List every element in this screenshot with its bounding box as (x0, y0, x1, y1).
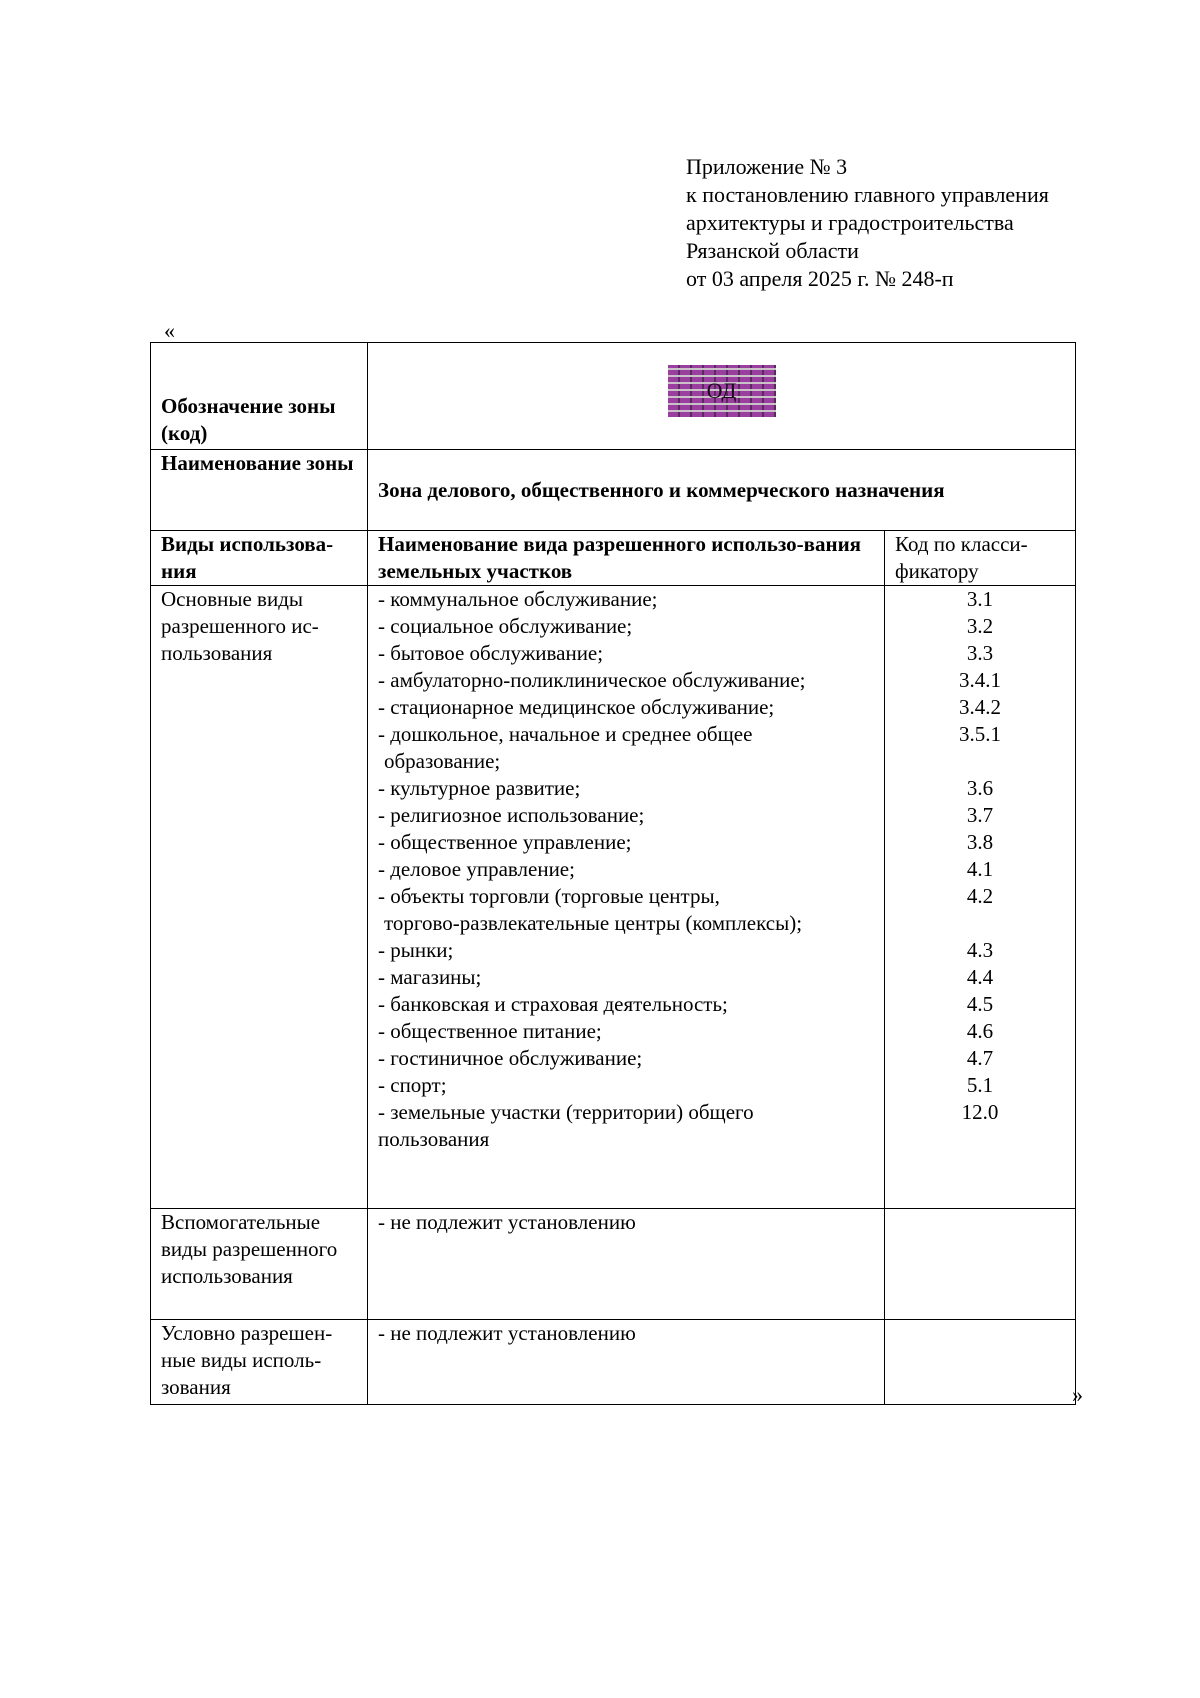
appendix-line: архитектуры и градостроительства (686, 210, 1014, 235)
header-usage-types: Виды использова-ния (151, 531, 368, 586)
classifier-code: 4.6 (966, 1019, 994, 1043)
opening-quote: « (164, 318, 175, 343)
list-item: образование; (384, 749, 501, 773)
zone-table (150, 342, 1076, 1405)
list-item: - бытовое обслуживание; (378, 641, 604, 665)
zone-code-label: Обозначение зоны (код) (151, 343, 368, 450)
table-row (151, 531, 1076, 586)
table-row (151, 586, 1076, 1209)
appendix-line: Приложение № 3 (686, 154, 848, 179)
classifier-code: 3.5.1 (959, 722, 1001, 746)
auxiliary-usage-label: Вспомогательные виды разрешенного использования (151, 1209, 368, 1320)
classifier-code: 3.2 (966, 614, 994, 638)
classifier-code: 3.7 (966, 803, 994, 827)
classifier-code: 12.0 (961, 1100, 999, 1124)
header-usage-name: Наименование вида разрешенного использо-вания земельных участков (368, 531, 885, 586)
list-item: - деловое управление; (378, 857, 575, 881)
classifier-code: 3.6 (966, 776, 994, 800)
header-classifier-code: Код по класси-фикатору (885, 531, 1076, 586)
list-item: - гостиничное обслуживание; (378, 1046, 643, 1070)
appendix-line: Рязанской области (686, 238, 859, 263)
closing-quote: » (1072, 1382, 1083, 1407)
auxiliary-usage-code (885, 1209, 1076, 1320)
classifier-code: 4.1 (966, 857, 994, 881)
main-usage-label: Основные виды разрешенного ис-пользования (151, 586, 368, 1209)
list-item: - культурное развитие; (378, 776, 581, 800)
classifier-code: 4.4 (966, 965, 994, 989)
list-item: - стационарное медицинское обслуживание; (378, 695, 775, 719)
classifier-code: 5.1 (966, 1073, 994, 1097)
list-item: - банковская и страховая деятельность; (378, 992, 728, 1016)
classifier-code: 4.5 (966, 992, 994, 1016)
classifier-code (895, 748, 1065, 775)
classifier-code: 3.3 (966, 641, 994, 665)
zone-code-cell (368, 343, 1076, 450)
table-row (151, 450, 1076, 531)
list-item: - общественное питание; (378, 1019, 602, 1043)
list-item: - земельные участки (территории) общего (378, 1100, 754, 1124)
zone-code-badge: ОД (668, 365, 776, 417)
zone-name-label: Наименование зоны (151, 450, 368, 531)
table-row (151, 1209, 1076, 1320)
appendix-line: от 03 апреля 2025 г. № 248-п (686, 266, 954, 291)
list-item: - общественное управление; (378, 830, 632, 854)
main-usage-codes (885, 586, 1076, 1209)
list-item: пользования (378, 1127, 490, 1151)
classifier-code (895, 1126, 1065, 1153)
main-usage-list (368, 586, 885, 1209)
list-item: - магазины; (378, 965, 482, 989)
list-item: - амбулаторно-поликлиническое обслуживание; (378, 668, 806, 692)
list-item: - спорт; (378, 1073, 447, 1097)
list-item: - дошкольное, начальное и среднее общее (378, 722, 753, 746)
classifier-code: 3.1 (966, 587, 994, 611)
zone-name: Зона делового, общественного и коммерческого назначения (368, 450, 1076, 531)
list-item: - коммунальное обслуживание; (378, 587, 658, 611)
classifier-code (895, 910, 1065, 937)
classifier-code: 3.4.1 (959, 668, 1001, 692)
conditional-usage-value: - не подлежит установлению (368, 1320, 885, 1405)
classifier-code: 4.2 (966, 884, 994, 908)
classifier-code: 3.4.2 (959, 695, 1001, 719)
conditional-usage-label: Условно разрешен-ные виды исполь-зования (151, 1320, 368, 1405)
classifier-code: 3.8 (966, 830, 994, 854)
list-item: - религиозное использование; (378, 803, 645, 827)
list-item: - социальное обслуживание; (378, 614, 633, 638)
appendix-line: к постановлению главного управления (686, 182, 1049, 207)
list-item: - рынки; (378, 938, 454, 962)
conditional-usage-code (885, 1320, 1076, 1405)
list-item: торгово-развлекательные центры (комплексы); (384, 911, 803, 935)
list-item: - объекты торговли (торговые центры, (378, 884, 720, 908)
classifier-code: 4.7 (966, 1046, 994, 1070)
classifier-code: 4.3 (966, 938, 994, 962)
appendix-header (686, 153, 1049, 293)
auxiliary-usage-value: - не подлежит установлению (368, 1209, 885, 1320)
table-row (151, 1320, 1076, 1405)
table-row (151, 343, 1076, 450)
